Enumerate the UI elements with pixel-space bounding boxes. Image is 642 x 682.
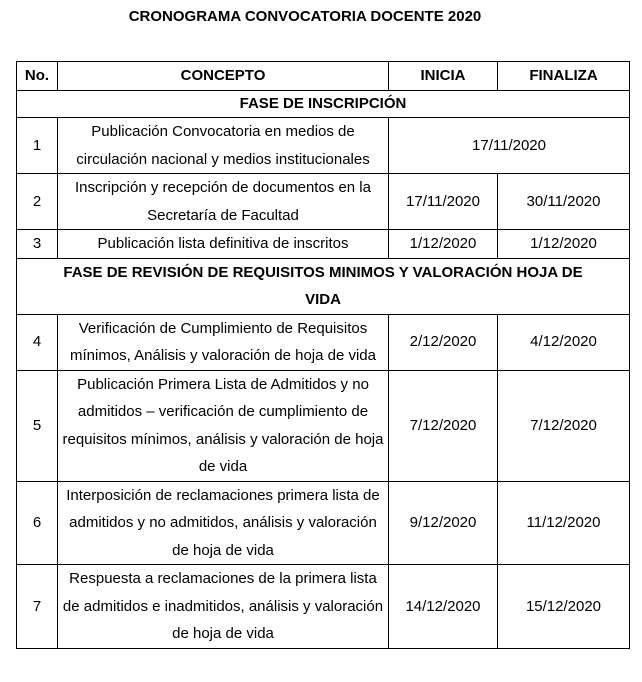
table-row [17,565,630,649]
row-finaliza: 15/12/2020 [498,565,630,649]
table-row [17,118,630,174]
row-no: 6 [17,481,58,565]
row-finaliza: 7/12/2020 [498,370,630,481]
phase-label: FASE DE REVISIÓN DE REQUISITOS MINIMOS Y VALORACIÓN HOJA DE VIDA [17,258,630,314]
row-no: 4 [17,314,58,370]
table-row [17,314,630,370]
row-no: 2 [17,174,58,230]
row-inicia: 9/12/2020 [389,481,498,565]
table-row [17,174,630,230]
header-finaliza: FINALIZA [498,62,630,91]
row-concepto: Inscripción y recepción de documentos en la Secretaría de Facultad [58,174,389,230]
row-inicia: 14/12/2020 [389,565,498,649]
row-concepto: Publicación lista definitiva de inscritos [58,230,389,259]
row-fecha: 17/11/2020 [389,118,630,174]
row-concepto: Respuesta a reclamaciones de la primera lista de admitidos e inadmitidos, análisis y valoración de hoja de vida [58,565,389,649]
row-no: 7 [17,565,58,649]
row-concepto: Interposición de reclamaciones primera lista de admitidos y no admitidos, análisis y valoración de hoja de vida [58,481,389,565]
phase-row [17,258,630,314]
row-concepto: Publicación Convocatoria en medios de circulación nacional y medios institucionales [58,118,389,174]
document-title: CRONOGRAMA CONVOCATORIA DOCENTE 2020 [128,8,482,25]
table-row [17,370,630,481]
row-no: 3 [17,230,58,259]
row-inicia: 17/11/2020 [389,174,498,230]
row-concepto: Publicación Primera Lista de Admitidos y no admitidos – verificación de cumplimiento de requisitos mínimos, análisis y valoración de hoja de vida [58,370,389,481]
row-inicia: 2/12/2020 [389,314,498,370]
phase-label: FASE DE INSCRIPCIÓN [17,91,630,118]
row-inicia: 7/12/2020 [389,370,498,481]
row-finaliza: 11/12/2020 [498,481,630,565]
row-finaliza: 4/12/2020 [498,314,630,370]
header-concepto: CONCEPTO [58,62,389,91]
row-finaliza: 30/11/2020 [498,174,630,230]
row-finaliza: 1/12/2020 [498,230,630,259]
row-inicia: 1/12/2020 [389,230,498,259]
schedule-table [16,61,630,649]
phase-row [17,91,630,118]
header-inicia: INICIA [389,62,498,91]
row-concepto: Verificación de Cumplimiento de Requisitos mínimos, Análisis y valoración de hoja de vida [58,314,389,370]
row-no: 1 [17,118,58,174]
table-header-row [17,62,630,91]
table-row [17,230,630,259]
row-no: 5 [17,370,58,481]
table-row [17,481,630,565]
header-no: No. [17,62,58,91]
